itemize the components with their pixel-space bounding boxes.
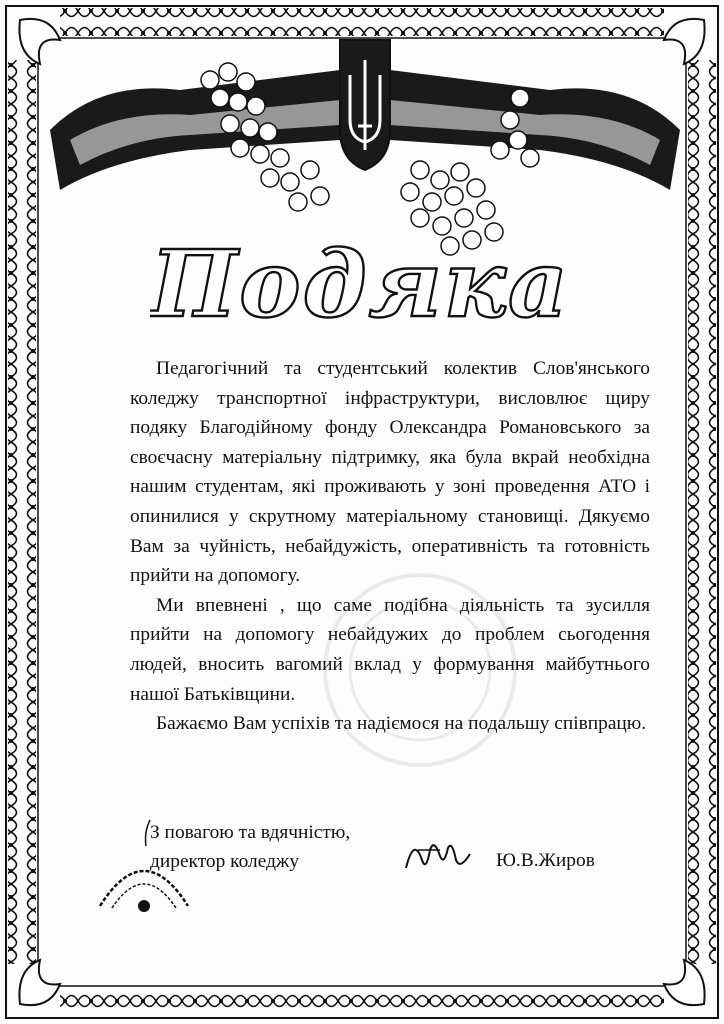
- letter-body: [130, 354, 650, 739]
- signer-position: директор коледжу: [150, 851, 300, 872]
- body-paragraph: Ми впевнені , що саме подібна діяльність та зусилля прийти на допомогу небайдужих до проблем сьогодення людей, вносить вагомий вклад у формування майбутнього нашої Батьківщини.: [130, 594, 650, 705]
- handwritten-signature: [400, 830, 490, 880]
- body-paragraph: Бажаємо Вам успіхів та надіємося на подальшу співпрацю.: [156, 713, 647, 735]
- round-seal-stamp: [94, 856, 194, 912]
- title-text: Подяка: [150, 230, 570, 338]
- closing-greeting: З повагою та вдячністю,: [150, 822, 351, 843]
- signer-name: Ю.В.Жиров: [496, 850, 595, 871]
- header-ribbon-decoration: [40, 20, 690, 260]
- body-paragraph: Педагогічний та студентський колектив Слов'янського коледжу транспортної інфраструктури, висловлює щиру подяку Благодійному фонду Олександра Романовського за своєчасну матеріальну підтримку, яка була вкрай необхідна нашим студентам, які проживають у зоні проведення АТО і опинилися у скрутному матеріальному становищі. Дякуємо Вам за чуйність, небайдужість, оперативність та готовність прийти на допомогу.: [130, 358, 650, 587]
- page-title: [150, 228, 570, 338]
